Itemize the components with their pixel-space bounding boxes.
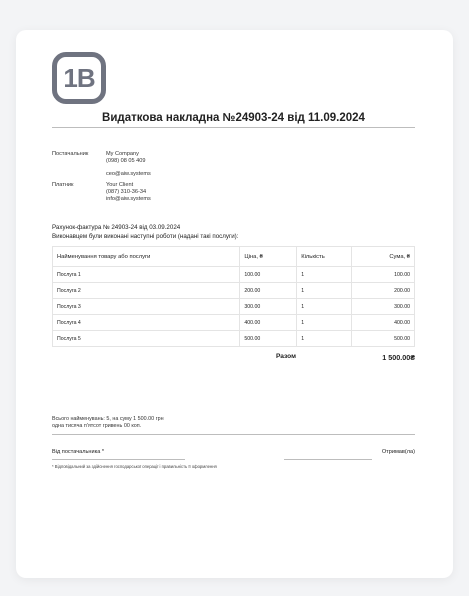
receiver-signature-line	[284, 459, 372, 460]
cell-quantity: 1	[297, 283, 352, 299]
company-logo	[52, 52, 106, 104]
supplier-name: My Company	[106, 151, 139, 157]
cell-price: 400.00	[240, 315, 297, 331]
logo-text: 1B	[63, 62, 95, 93]
table-header-row	[53, 247, 415, 267]
supplier-spacer	[106, 165, 151, 172]
cell-sum: 300.00	[352, 299, 415, 315]
cell-quantity: 1	[297, 315, 352, 331]
supplier-signature-line	[52, 459, 185, 460]
work-note: Виконавцем були виконані наступні роботи (надані такі послуги):	[52, 233, 239, 240]
cell-price: 100.00	[240, 267, 297, 283]
cell-price: 300.00	[240, 299, 297, 315]
payer-phone: (087) 310-36-34	[106, 188, 147, 195]
title-divider	[52, 127, 415, 128]
document-title: Видаткова накладна №24903-24 від 11.09.2024	[102, 112, 365, 124]
cell-quantity: 1	[297, 299, 352, 315]
cell-name: Послуга 3	[53, 299, 240, 315]
cell-sum: 400.00	[352, 315, 415, 331]
parties-block	[52, 151, 151, 203]
payer-email: info@aiw.systems	[106, 195, 151, 202]
summary-block	[52, 416, 164, 430]
total-value: 1 500.00₴	[382, 353, 415, 362]
summary-words: одна тисяча п'ятсот гривень 00 коп.	[52, 422, 142, 429]
cell-quantity: 1	[297, 267, 352, 283]
supplier-phone: (098) 08 05 409	[106, 157, 146, 164]
payer-info	[106, 182, 151, 202]
table-row	[53, 315, 415, 331]
payer-row	[52, 182, 151, 202]
cell-sum: 100.00	[352, 267, 415, 283]
table-row	[53, 331, 415, 347]
supplier-signature-label: Від постачальника *	[52, 449, 105, 455]
cell-name: Послуга 5	[53, 331, 240, 347]
supplier-row	[52, 151, 151, 178]
payer-label: Платник	[52, 182, 74, 189]
items-table	[52, 246, 415, 347]
cell-price: 500.00	[240, 331, 297, 347]
invoice-reference-block	[52, 223, 238, 241]
header-price: Ціна, ₴	[240, 247, 297, 267]
footnote: * Відповідальний за здійснення господарської операції і правильність її оформлення	[52, 464, 217, 469]
cell-name: Послуга 4	[53, 315, 240, 331]
cell-sum: 200.00	[352, 283, 415, 299]
receiver-signature-label: Отримав(ла)	[381, 449, 415, 455]
supplier-info	[106, 151, 151, 178]
cell-price: 200.00	[240, 283, 297, 299]
supplier-label: Постачальник	[52, 151, 89, 157]
header-quantity: Кількість	[297, 247, 352, 267]
supplier-email: ceo@aiw.systems	[106, 171, 151, 178]
header-sum: Сума, ₴	[352, 247, 415, 267]
cell-sum: 500.00	[352, 331, 415, 347]
table-row	[53, 267, 415, 283]
cell-quantity: 1	[297, 331, 352, 347]
cell-name: Послуга 1	[53, 267, 240, 283]
header-name: Найменування товару або послуги	[53, 247, 240, 267]
cell-name: Послуга 2	[53, 283, 240, 299]
summary-divider	[52, 434, 415, 435]
total-label: Разом	[276, 353, 296, 360]
summary-count: Всього найменувань: 5, на суму 1 500.00 грн	[52, 416, 164, 422]
payer-name: Your Client	[106, 182, 134, 189]
table-row	[53, 299, 415, 315]
table-row	[53, 283, 415, 299]
invoice-reference: Рахунок-фактура № 24903-24 від 03.09.2024	[52, 224, 181, 231]
